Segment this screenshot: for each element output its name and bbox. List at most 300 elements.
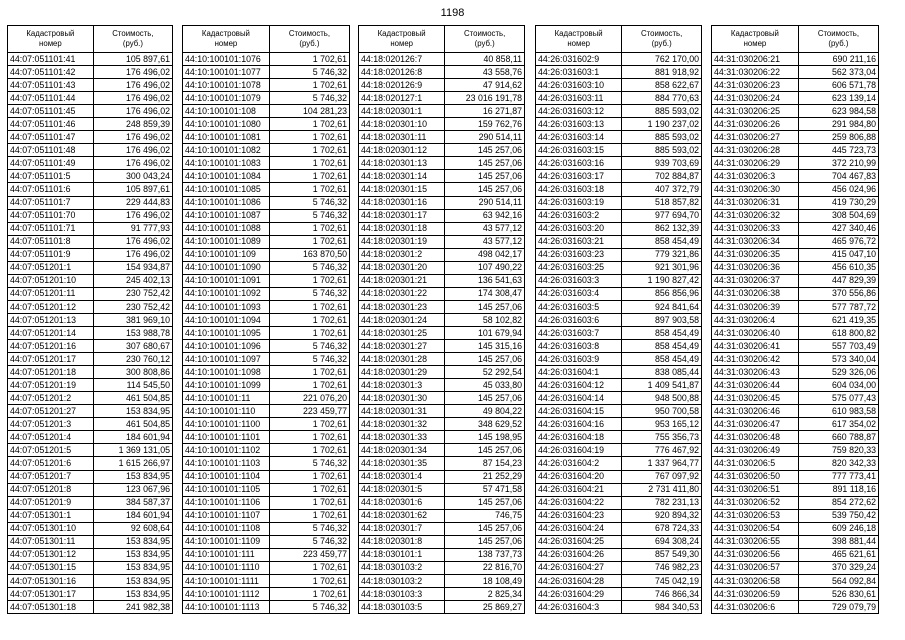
table-row xyxy=(8,470,173,483)
cadastral-number-cell: 44:18:020301:13 xyxy=(359,157,445,170)
cost-cell: 229 444,83 xyxy=(93,196,172,209)
table-row xyxy=(536,144,702,157)
cadastral-number-cell: 44:07:051301:11 xyxy=(8,535,94,548)
cadastral-number-cell: 44:07:051201:1 xyxy=(8,261,94,274)
cadastral-number-cell: 44:26:031604:26 xyxy=(536,548,622,561)
table-row xyxy=(536,53,702,66)
cost-cell: 885 593,02 xyxy=(622,131,702,144)
page-number: 1198 xyxy=(440,7,465,19)
cadastral-number-cell: 44:10:100101:1109 xyxy=(183,535,270,548)
cadastral-number-cell: 44:10:100101:1111 xyxy=(183,574,270,587)
table-row xyxy=(536,79,702,92)
table-row xyxy=(712,183,879,196)
cadastral-number-cell: 44:18:020301:27 xyxy=(359,340,445,353)
table-row xyxy=(359,431,525,444)
cadastral-number-cell: 44:18:030103:2 xyxy=(359,574,445,587)
table-row xyxy=(8,196,173,209)
table-row xyxy=(359,548,525,561)
table-row xyxy=(8,431,173,444)
cadastral-number-cell: 44:18:020126:8 xyxy=(359,66,445,79)
cadastral-number-cell: 44:07:051101:47 xyxy=(8,131,94,144)
cadastral-number-cell: 44:07:051101:6 xyxy=(8,183,94,196)
cadastral-number-header xyxy=(359,26,445,53)
cadastral-number-cell: 44:26:031603:6 xyxy=(536,313,622,326)
cadastral-number-cell: 44:31:030206:49 xyxy=(712,444,799,457)
cadastral-number-cell: 44:18:020301:2 xyxy=(359,248,445,261)
table-row xyxy=(359,587,525,600)
table-row xyxy=(712,105,879,118)
cost-cell: 136 541,63 xyxy=(445,274,525,287)
cadastral-number-cell: 44:18:020301:19 xyxy=(359,235,445,248)
cost-cell: 1 702,61 xyxy=(269,587,349,600)
table-row xyxy=(712,53,879,66)
cost-cell: 577 787,72 xyxy=(798,300,878,313)
cadastral-number-cell: 44:18:020301:32 xyxy=(359,418,445,431)
cadastral-number-cell: 44:07:051101:42 xyxy=(8,66,94,79)
cadastral-number-cell: 44:10:100101:1097 xyxy=(183,353,270,366)
cadastral-number-cell: 44:31:030206:58 xyxy=(712,574,799,587)
table-row xyxy=(8,170,173,183)
cost-cell: 1 702,61 xyxy=(269,444,349,457)
cadastral-number-cell: 44:31:030206:56 xyxy=(712,548,799,561)
cost-cell: 114 545,50 xyxy=(93,379,172,392)
cost-cell: 678 724,33 xyxy=(622,522,702,535)
header-line: Стоимость, xyxy=(464,29,506,38)
cost-cell: 105 897,61 xyxy=(93,183,172,196)
table-row xyxy=(183,274,350,287)
table-row xyxy=(183,157,350,170)
cost-cell: 159 762,76 xyxy=(445,118,525,131)
table-row xyxy=(536,274,702,287)
cadastral-table-4 xyxy=(535,25,702,614)
table-row xyxy=(712,600,879,613)
cost-cell: 891 118,16 xyxy=(798,483,878,496)
cadastral-number-cell: 44:07:051201:18 xyxy=(8,366,94,379)
cost-cell: 145 257,06 xyxy=(445,300,525,313)
table-row xyxy=(8,144,173,157)
table-row xyxy=(359,326,525,339)
header-line: (руб.) xyxy=(474,39,495,48)
cost-cell: 897 903,58 xyxy=(622,313,702,326)
table-row xyxy=(183,326,350,339)
table-header-row xyxy=(8,26,173,53)
table-row xyxy=(8,418,173,431)
cost-cell: 145 257,06 xyxy=(445,444,525,457)
cadastral-number-cell: 44:07:051201:5 xyxy=(8,444,94,457)
cost-cell: 370 329,24 xyxy=(798,561,878,574)
table-row xyxy=(8,248,173,261)
cost-cell: 854 272,62 xyxy=(798,496,878,509)
cadastral-number-cell: 44:18:020301:34 xyxy=(359,444,445,457)
table-row xyxy=(712,457,879,470)
cadastral-number-cell: 44:07:051301:16 xyxy=(8,574,94,587)
cadastral-number-cell: 44:18:020301:33 xyxy=(359,431,445,444)
cadastral-number-cell: 44:18:020301:20 xyxy=(359,261,445,274)
cadastral-number-cell: 44:26:031603:11 xyxy=(536,92,622,105)
table-row xyxy=(536,379,702,392)
cadastral-number-cell: 44:10:100101:1092 xyxy=(183,287,270,300)
table-row xyxy=(183,287,350,300)
cadastral-table-1 xyxy=(7,25,173,614)
table-row xyxy=(359,340,525,353)
cost-cell: 461 504,85 xyxy=(93,392,172,405)
cadastral-number-cell: 44:26:031604:28 xyxy=(536,574,622,587)
table-row xyxy=(359,79,525,92)
cadastral-number-cell: 44:07:051201:10 xyxy=(8,274,94,287)
cost-cell: 47 914,62 xyxy=(445,79,525,92)
table-row xyxy=(8,548,173,561)
cadastral-number-cell: 44:26:031604:12 xyxy=(536,379,622,392)
header-line: (руб.) xyxy=(828,39,849,48)
table-row xyxy=(712,483,879,496)
cadastral-number-cell: 44:10:100101:1078 xyxy=(183,79,270,92)
table-row xyxy=(536,248,702,261)
table-row xyxy=(8,235,173,248)
table-row xyxy=(536,548,702,561)
cadastral-number-cell: 44:07:051301:15 xyxy=(8,561,94,574)
cost-cell: 43 577,12 xyxy=(445,222,525,235)
cadastral-number-cell: 44:10:100101:108 xyxy=(183,105,270,118)
table-row xyxy=(183,509,350,522)
cadastral-table-2 xyxy=(182,25,350,614)
table-row xyxy=(712,261,879,274)
table-row xyxy=(536,170,702,183)
table-row xyxy=(536,431,702,444)
cadastral-number-cell: 44:10:100101:1113 xyxy=(183,600,270,613)
table-row xyxy=(183,444,350,457)
table-row xyxy=(712,313,879,326)
table-header-row xyxy=(359,26,525,53)
cadastral-number-cell: 44:07:051101:48 xyxy=(8,144,94,157)
header-line: Стоимость, xyxy=(288,29,331,38)
cost-cell: 858 454,49 xyxy=(622,353,702,366)
table-row xyxy=(359,222,525,235)
cadastral-number-cell: 44:26:031603:21 xyxy=(536,235,622,248)
cadastral-number-cell: 44:07:051101:44 xyxy=(8,92,94,105)
cost-cell: 5 746,32 xyxy=(269,457,349,470)
table-row xyxy=(359,574,525,587)
table-row xyxy=(183,535,350,548)
table-row xyxy=(183,209,350,222)
cadastral-number-cell: 44:26:031603:4 xyxy=(536,287,622,300)
table-row xyxy=(536,522,702,535)
cost-cell: 921 301,96 xyxy=(622,261,702,274)
table-row xyxy=(712,92,879,105)
cadastral-number-cell: 44:26:031604:22 xyxy=(536,496,622,509)
cadastral-number-cell: 44:31:030206:35 xyxy=(712,248,799,261)
cadastral-number-cell: 44:26:031603:17 xyxy=(536,170,622,183)
header-line: Кадастровый xyxy=(554,29,603,38)
cadastral-number-cell: 44:10:100101:1087 xyxy=(183,209,270,222)
table-row xyxy=(359,248,525,261)
table-row xyxy=(8,522,173,535)
table-row xyxy=(183,105,350,118)
table-row xyxy=(359,66,525,79)
cost-cell: 575 077,43 xyxy=(798,392,878,405)
cost-cell: 610 983,58 xyxy=(798,405,878,418)
cost-cell: 176 496,02 xyxy=(93,105,172,118)
cost-cell: 5 746,32 xyxy=(269,535,349,548)
table-row xyxy=(183,92,350,105)
cost-cell: 562 373,04 xyxy=(798,66,878,79)
cost-cell: 5 746,32 xyxy=(269,196,349,209)
cadastral-number-cell: 44:31:030206:40 xyxy=(712,326,799,339)
cost-cell: 1 702,61 xyxy=(269,509,349,522)
cost-cell: 145 257,06 xyxy=(445,157,525,170)
table-row xyxy=(8,366,173,379)
cadastral-number-cell: 44:18:020301:29 xyxy=(359,366,445,379)
cadastral-number-cell: 44:07:051101:8 xyxy=(8,235,94,248)
table-row xyxy=(536,509,702,522)
cadastral-number-cell: 44:18:020127:1 xyxy=(359,92,445,105)
cost-cell: 107 490,22 xyxy=(445,261,525,274)
table-body xyxy=(536,53,702,614)
table-row xyxy=(359,496,525,509)
cost-cell: 163 870,50 xyxy=(269,248,349,261)
table-row xyxy=(8,222,173,235)
cost-cell: 5 746,32 xyxy=(269,340,349,353)
cadastral-number-cell: 44:26:031603:16 xyxy=(536,157,622,170)
table-row xyxy=(536,222,702,235)
cadastral-number-cell: 44:26:031603:2 xyxy=(536,209,622,222)
table-row xyxy=(536,183,702,196)
cadastral-number-cell: 44:07:051301:12 xyxy=(8,548,94,561)
cadastral-number-cell: 44:31:030206:53 xyxy=(712,509,799,522)
table-row xyxy=(536,131,702,144)
cadastral-number-cell: 44:18:020301:25 xyxy=(359,326,445,339)
cadastral-number-cell: 44:31:030206:27 xyxy=(712,131,799,144)
header-line: Кадастровый xyxy=(377,29,426,38)
cost-cell: 176 496,02 xyxy=(93,131,172,144)
cost-cell: 529 326,06 xyxy=(798,366,878,379)
cost-cell: 1 615 266,97 xyxy=(93,457,172,470)
cadastral-number-cell: 44:18:020301:11 xyxy=(359,131,445,144)
cost-cell: 539 750,42 xyxy=(798,509,878,522)
table-row xyxy=(359,235,525,248)
cadastral-number-cell: 44:18:020301:4 xyxy=(359,470,445,483)
table-row xyxy=(536,366,702,379)
cost-cell: 1 702,61 xyxy=(269,379,349,392)
table-row xyxy=(712,431,879,444)
cost-cell: 447 829,39 xyxy=(798,274,878,287)
cost-cell: 145 257,06 xyxy=(445,522,525,535)
cost-cell: 58 102,82 xyxy=(445,313,525,326)
table-row xyxy=(359,522,525,535)
table-body xyxy=(359,53,525,614)
cost-cell: 145 257,06 xyxy=(445,496,525,509)
header-line: (руб.) xyxy=(651,39,672,48)
cadastral-number-cell: 44:31:030206:50 xyxy=(712,470,799,483)
cost-cell: 1 702,61 xyxy=(269,470,349,483)
cadastral-number-cell: 44:31:030206:24 xyxy=(712,92,799,105)
cost-cell: 950 700,58 xyxy=(622,405,702,418)
cost-cell: 746 982,23 xyxy=(622,561,702,574)
cadastral-number-cell: 44:26:031603:12 xyxy=(536,105,622,118)
table-row xyxy=(536,209,702,222)
cadastral-number-cell: 44:18:020301:24 xyxy=(359,313,445,326)
cost-cell: 145 257,06 xyxy=(445,144,525,157)
cadastral-number-cell: 44:26:031604:18 xyxy=(536,431,622,444)
cost-cell: 87 154,23 xyxy=(445,457,525,470)
table-row xyxy=(183,53,350,66)
cost-cell: 623 139,14 xyxy=(798,92,878,105)
cadastral-number-cell: 44:07:051201:27 xyxy=(8,405,94,418)
table-row xyxy=(183,144,350,157)
cost-header xyxy=(622,26,702,53)
table-row xyxy=(8,326,173,339)
header-line: Стоимость, xyxy=(112,29,154,38)
cost-cell: 782 231,13 xyxy=(622,496,702,509)
cost-cell: 153 834,95 xyxy=(93,470,172,483)
table-row xyxy=(8,535,173,548)
cadastral-number-cell: 44:26:031604:25 xyxy=(536,535,622,548)
cadastral-number-cell: 44:31:030206:38 xyxy=(712,287,799,300)
cadastral-number-cell: 44:10:100101:1077 xyxy=(183,66,270,79)
cost-cell: 1 702,61 xyxy=(269,222,349,235)
cost-cell: 1 702,61 xyxy=(269,300,349,313)
cadastral-number-cell: 44:31:030206:55 xyxy=(712,535,799,548)
table-row xyxy=(536,470,702,483)
cost-cell: 52 292,54 xyxy=(445,366,525,379)
cost-cell: 308 504,69 xyxy=(798,209,878,222)
cadastral-number-cell: 44:26:031604:20 xyxy=(536,470,622,483)
cost-cell: 704 467,83 xyxy=(798,170,878,183)
cost-cell: 407 372,79 xyxy=(622,183,702,196)
table-row xyxy=(712,353,879,366)
cost-cell: 762 170,00 xyxy=(622,53,702,66)
cost-cell: 22 816,70 xyxy=(445,561,525,574)
table-row xyxy=(536,261,702,274)
table-row xyxy=(8,313,173,326)
cadastral-number-cell: 44:10:100101:1096 xyxy=(183,340,270,353)
cadastral-number-cell: 44:07:051101:70 xyxy=(8,209,94,222)
table-row xyxy=(8,392,173,405)
cost-cell: 138 737,73 xyxy=(445,548,525,561)
table-row xyxy=(8,131,173,144)
cost-header xyxy=(269,26,349,53)
cadastral-number-cell: 44:10:100101:11 xyxy=(183,392,270,405)
header-line: (руб.) xyxy=(122,39,143,48)
cadastral-number-cell: 44:26:031603:18 xyxy=(536,183,622,196)
cadastral-number-cell: 44:10:100101:1108 xyxy=(183,522,270,535)
cost-cell: 779 321,86 xyxy=(622,248,702,261)
cadastral-number-cell: 44:26:031603:5 xyxy=(536,300,622,313)
table-row xyxy=(712,379,879,392)
cadastral-number-cell: 44:18:020301:6 xyxy=(359,496,445,509)
cadastral-number-header xyxy=(712,26,799,53)
cadastral-number-cell: 44:26:031603:9 xyxy=(536,353,622,366)
cost-cell: 5 746,32 xyxy=(269,92,349,105)
cost-cell: 557 703,49 xyxy=(798,340,878,353)
header-line: Кадастровый xyxy=(201,29,250,38)
table-row xyxy=(359,183,525,196)
cadastral-number-cell: 44:18:030103:5 xyxy=(359,600,445,613)
cadastral-number-cell: 44:07:051101:41 xyxy=(8,53,94,66)
cadastral-number-cell: 44:26:031603:25 xyxy=(536,261,622,274)
cadastral-number-cell: 44:18:020301:21 xyxy=(359,274,445,287)
cost-cell: 862 132,39 xyxy=(622,222,702,235)
cost-cell: 1 702,61 xyxy=(269,144,349,157)
cost-cell: 153 834,95 xyxy=(93,574,172,587)
cadastral-number-cell: 44:07:051101:45 xyxy=(8,105,94,118)
table-row xyxy=(359,144,525,157)
cadastral-number-cell: 44:18:020301:18 xyxy=(359,222,445,235)
cost-cell: 21 252,29 xyxy=(445,470,525,483)
table-row xyxy=(183,340,350,353)
cost-cell: 690 211,16 xyxy=(798,53,878,66)
cadastral-number-cell: 44:31:030206:46 xyxy=(712,405,799,418)
cadastral-number-cell: 44:10:100101:1088 xyxy=(183,222,270,235)
cadastral-number-cell: 44:10:100101:1089 xyxy=(183,235,270,248)
cadastral-number-cell: 44:26:031603:20 xyxy=(536,222,622,235)
cadastral-number-cell: 44:07:051201:9 xyxy=(8,496,94,509)
cost-cell: 153 834,95 xyxy=(93,405,172,418)
cost-cell: 290 514,11 xyxy=(445,131,525,144)
cadastral-number-cell: 44:10:100101:1098 xyxy=(183,366,270,379)
cost-cell: 445 723,73 xyxy=(798,144,878,157)
cost-cell: 101 679,94 xyxy=(445,326,525,339)
table-header-row xyxy=(183,26,350,53)
cost-cell: 145 257,06 xyxy=(445,353,525,366)
cadastral-table-5 xyxy=(711,25,879,614)
cadastral-number-header xyxy=(183,26,270,53)
table-row xyxy=(359,457,525,470)
cadastral-number-cell: 44:10:100101:1099 xyxy=(183,379,270,392)
cost-cell: 223 459,77 xyxy=(269,405,349,418)
table-row xyxy=(536,66,702,79)
cost-cell: 5 746,32 xyxy=(269,353,349,366)
cadastral-number-cell: 44:18:020301:14 xyxy=(359,170,445,183)
table-row xyxy=(712,522,879,535)
table-row xyxy=(359,196,525,209)
cadastral-number-cell: 44:18:020301:7 xyxy=(359,522,445,535)
cadastral-number-cell: 44:26:031603:8 xyxy=(536,340,622,353)
cost-cell: 1 702,61 xyxy=(269,574,349,587)
cost-cell: 1 702,61 xyxy=(269,235,349,248)
cadastral-number-cell: 44:31:030206:45 xyxy=(712,392,799,405)
cadastral-number-cell: 44:26:031602:9 xyxy=(536,53,622,66)
table-row xyxy=(359,261,525,274)
cadastral-number-cell: 44:31:030206:4 xyxy=(712,313,799,326)
cadastral-number-header xyxy=(8,26,94,53)
table-row xyxy=(183,548,350,561)
table-row xyxy=(359,53,525,66)
cadastral-number-cell: 44:18:020301:23 xyxy=(359,300,445,313)
cost-cell: 465 621,61 xyxy=(798,548,878,561)
table-row xyxy=(536,340,702,353)
table-row xyxy=(536,496,702,509)
table-row xyxy=(183,196,350,209)
cadastral-number-cell: 44:07:051201:8 xyxy=(8,483,94,496)
table-row xyxy=(712,561,879,574)
table-row xyxy=(536,287,702,300)
cost-cell: 1 190 237,02 xyxy=(622,118,702,131)
cost-cell: 176 496,02 xyxy=(93,157,172,170)
cost-cell: 609 246,18 xyxy=(798,522,878,535)
cadastral-number-cell: 44:10:100101:1112 xyxy=(183,587,270,600)
table-row xyxy=(8,209,173,222)
cadastral-number-cell: 44:07:051101:71 xyxy=(8,222,94,235)
table-row xyxy=(359,274,525,287)
cost-cell: 145 257,06 xyxy=(445,183,525,196)
table-row xyxy=(536,535,702,548)
cadastral-number-cell: 44:26:031604:27 xyxy=(536,561,622,574)
table-row xyxy=(712,144,879,157)
table-row xyxy=(712,509,879,522)
cadastral-number-cell: 44:10:100101:1105 xyxy=(183,483,270,496)
cadastral-number-cell: 44:31:030206:29 xyxy=(712,157,799,170)
cost-cell: 1 702,61 xyxy=(269,561,349,574)
